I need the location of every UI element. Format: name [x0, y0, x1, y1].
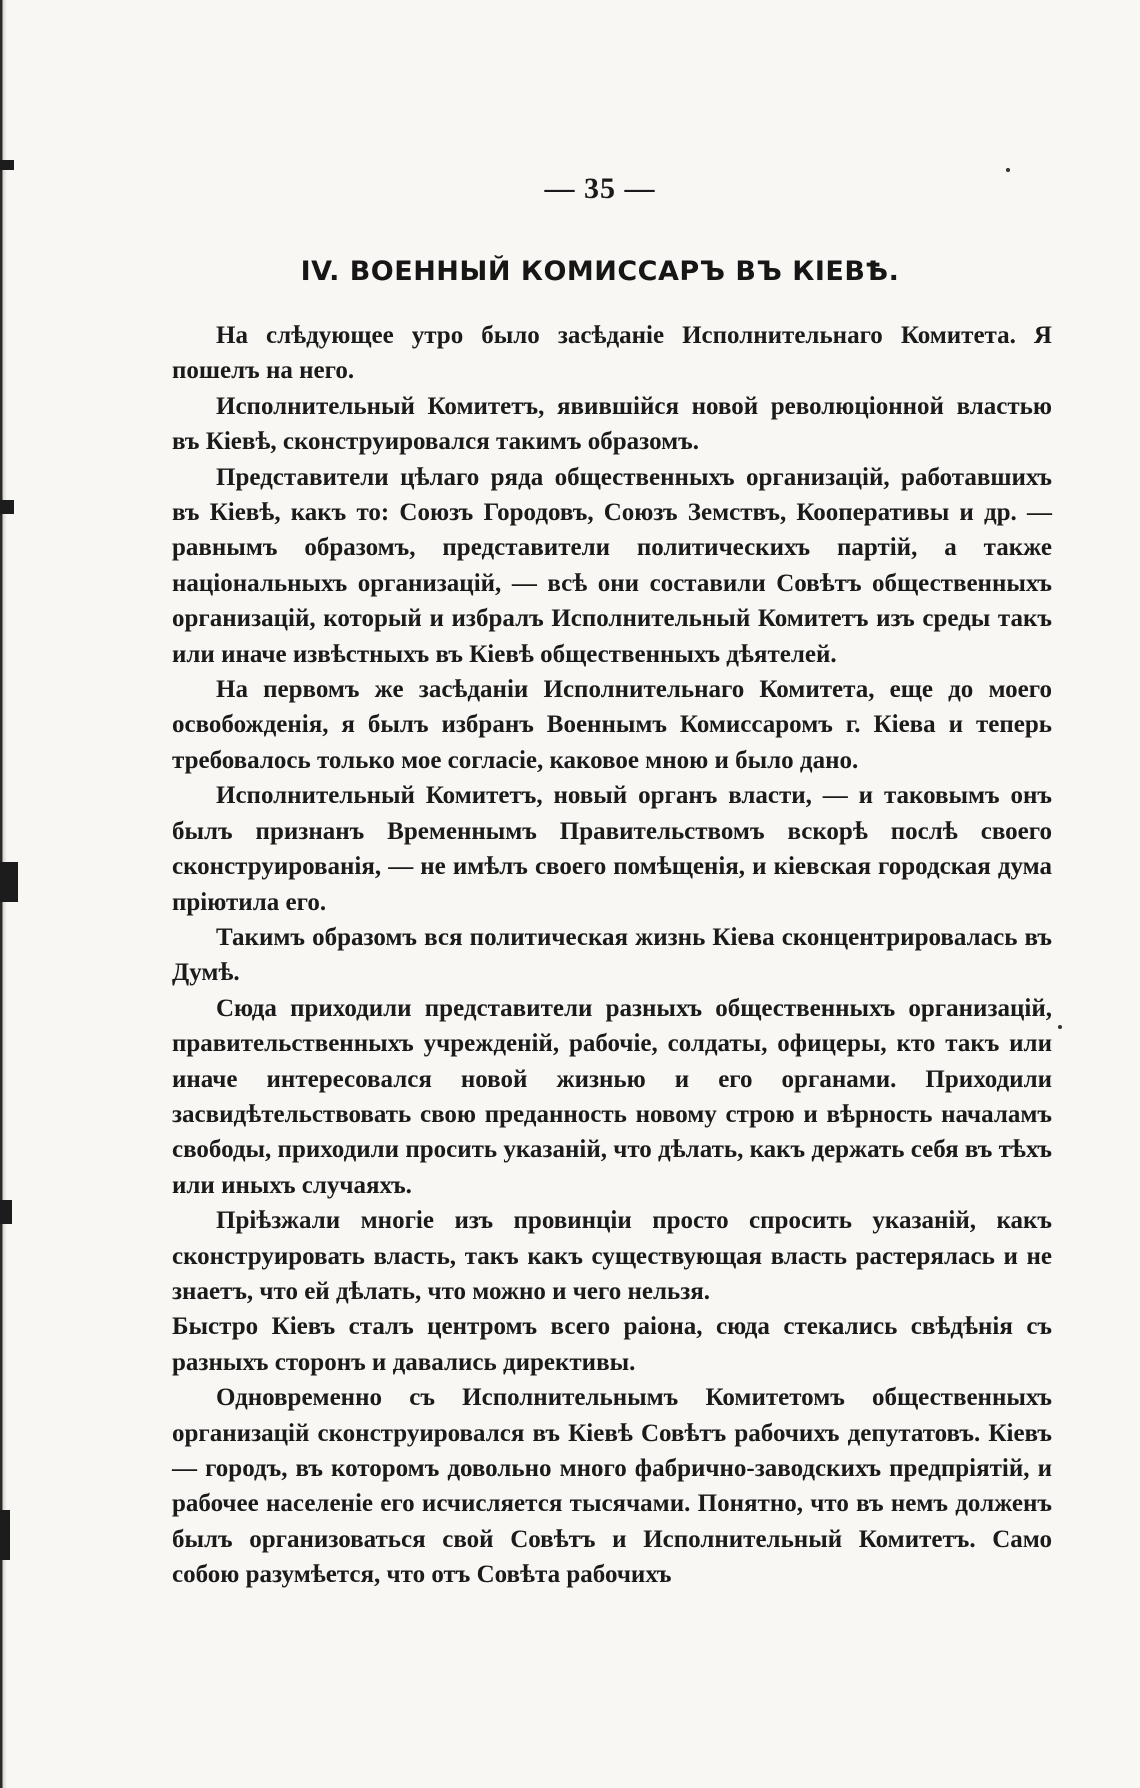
paragraph: Быстро Кіевъ сталъ центромъ всего раіона, сюда стекались свѣдѣнія съ разныхъ сторонъ и давались директивы. — [172, 1313, 1052, 1376]
edge-mark — [0, 500, 14, 514]
paragraph: Представители цѣлаго ряда общественныхъ организацій, работавшихъ въ Кіевѣ, какъ то: Союзъ Городовъ, Союзъ Земствъ, Кооперативы и др. — равнымъ образомъ, представители политическихъ партій, а также національныхъ организацій, — всѣ они составили Совѣтъ общественныхъ организацій, который и избралъ Исполнительный Комитетъ изъ среды такъ или иначе извѣстныхъ въ Кіевѣ общественныхъ дѣятелей. — [172, 463, 1052, 668]
edge-mark — [0, 862, 18, 902]
chapter-title: IV. ВОЕННЫЙ КОМИССАРЪ ВЪ КІЕВѢ. — [300, 256, 900, 287]
paragraph: На слѣдующее утро было засѣданіе Исполнительнаго Комитета. Я пошелъ на него. — [172, 322, 1052, 385]
ink-speck — [1058, 1025, 1062, 1029]
paragraph: Сюда приходили представители разныхъ общественныхъ организацій, правительственныхъ учрежденій, рабочіе, солдаты, офицеры, кто такъ или иначе интересовался новой жизнью и его органами. Приходили засвидѣтельствовать свою преданность новому строю и вѣрность началамъ свободы, приходили просить указаній, что дѣлать, какъ держать себя въ тѣхъ или иныхъ случаяхъ. — [172, 994, 1052, 1199]
edge-mark — [0, 160, 14, 170]
paragraph: Одновременно съ Исполнительнымъ Комитетомъ общественныхъ организацій сконструировался въ Кіевѣ Совѣтъ рабочихъ депутатовъ. Кіевъ — городъ, въ которомъ довольно много фабрично-заводскихъ предпріятій, и рабочее населеніе его исчисляется тысячами. Понятно, что въ немъ долженъ былъ организоваться свой Совѣтъ и Исполнительный Комитетъ. Само собою разумѣется, что отъ Совѣта рабочихъ — [172, 1384, 1052, 1589]
paragraph: Такимъ образомъ вся политическая жизнь Кіева сконцентрировалась въ Думѣ. — [172, 923, 1052, 987]
body-text — [172, 318, 1052, 1593]
paragraph: Исполнительный Комитетъ, новый органъ власти, — и таковымъ онъ былъ признанъ Временнымъ Правительствомъ вскорѣ послѣ своего сконструированія, — не имѣлъ своего помѣщенія, и кіевская городская дума пріютила его. — [172, 782, 1052, 916]
paragraph: Пріѣзжали многіе изъ провинціи просто спросить указаній, какъ сконструировать власть, такъ какъ существующая власть растерялась и не знаетъ, что ей дѣлать, что можно и чего нельзя. — [172, 1207, 1052, 1305]
paragraph: Исполнительный Комитетъ, явившійся новой революціонной властью въ Кіевѣ, сконструировался такимъ образомъ. — [172, 392, 1052, 456]
page-number: — 35 — — [544, 172, 656, 205]
edge-mark — [0, 1200, 12, 1224]
edge-mark — [0, 1510, 10, 1560]
paragraph: На первомъ же засѣданіи Исполнительнаго Комитета, еще до моего освобожденія, я былъ избранъ Военнымъ Комиссаромъ г. Кіева и теперь требовалось только мое согласіе, каковое мною и было дано. — [172, 676, 1052, 774]
